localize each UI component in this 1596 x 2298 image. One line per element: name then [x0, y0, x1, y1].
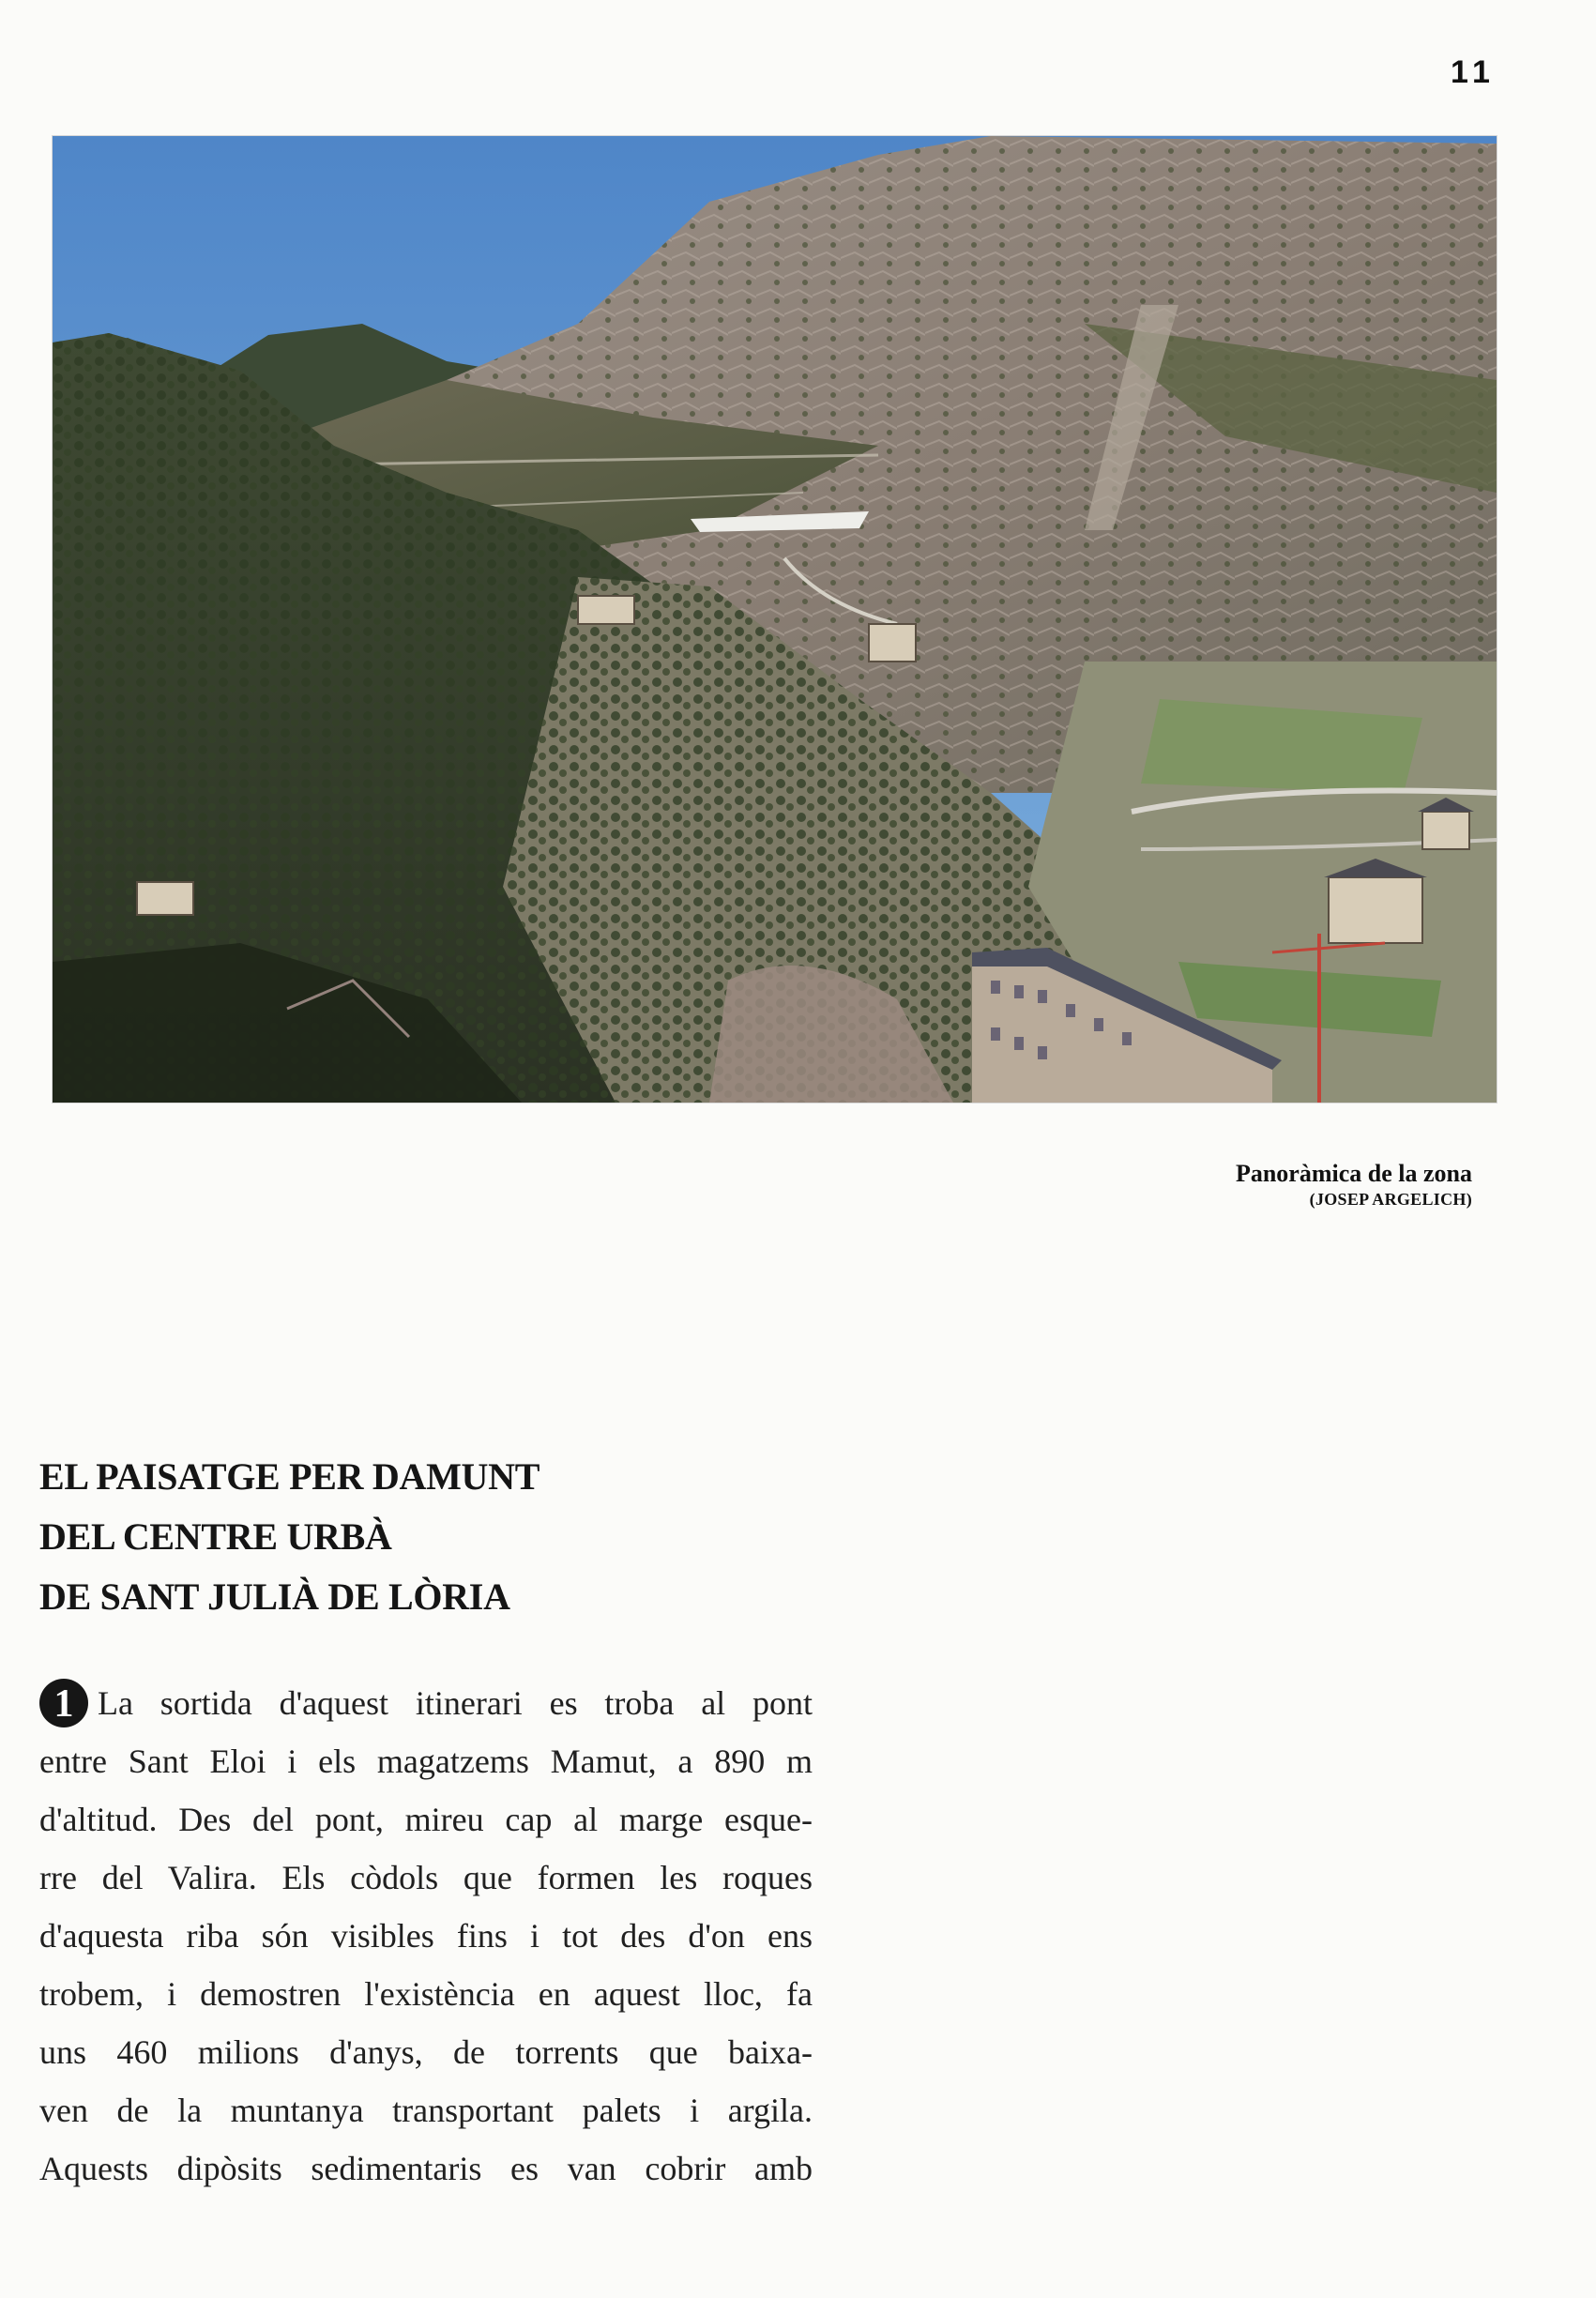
body-line: Aquests dipòsits sedimentaris es van cobrir amb [39, 2150, 813, 2187]
page-number: 11 [1451, 54, 1496, 90]
heading-line: EL PAISATGE PER DAMUNT [39, 1455, 540, 1498]
landscape-photo [52, 135, 1497, 1103]
landscape-photo-image [53, 136, 1497, 1103]
step-number-badge: 1 [39, 1679, 88, 1727]
body-line: d'aquesta riba són visibles fins i tot des d'on ens [39, 1917, 813, 1955]
photo-caption [1236, 1160, 1472, 1210]
body-line: trobem, i demostren l'existència en aquest lloc, fa [39, 1975, 813, 2013]
body-line: rre del Valira. Els còdols que formen les roques [39, 1859, 813, 1896]
body-line: ven de la muntanya transportant palets i argila. [39, 2092, 813, 2129]
body-line: d'altitud. Des del pont, mireu cap al marge esque- [39, 1801, 813, 1838]
section-heading [39, 1447, 540, 1627]
body-line: La sortida d'aquest itinerari es troba al pont [98, 1684, 813, 1722]
body-line: entre Sant Eloi i els magatzems Mamut, a 890 m [39, 1743, 813, 1780]
heading-line: DE SANT JULIÀ DE LÒRIA [39, 1575, 510, 1618]
body-line: uns 460 milions d'anys, de torrents que baixa- [39, 2033, 813, 2071]
caption-title: Panoràmica de la zona [1235, 1160, 1472, 1187]
body-paragraph [39, 1674, 813, 2198]
heading-line: DEL CENTRE URBÀ [39, 1515, 392, 1558]
first-line [39, 1674, 813, 1732]
caption-credit: (JOSEP ARGELICH) [1309, 1190, 1472, 1209]
